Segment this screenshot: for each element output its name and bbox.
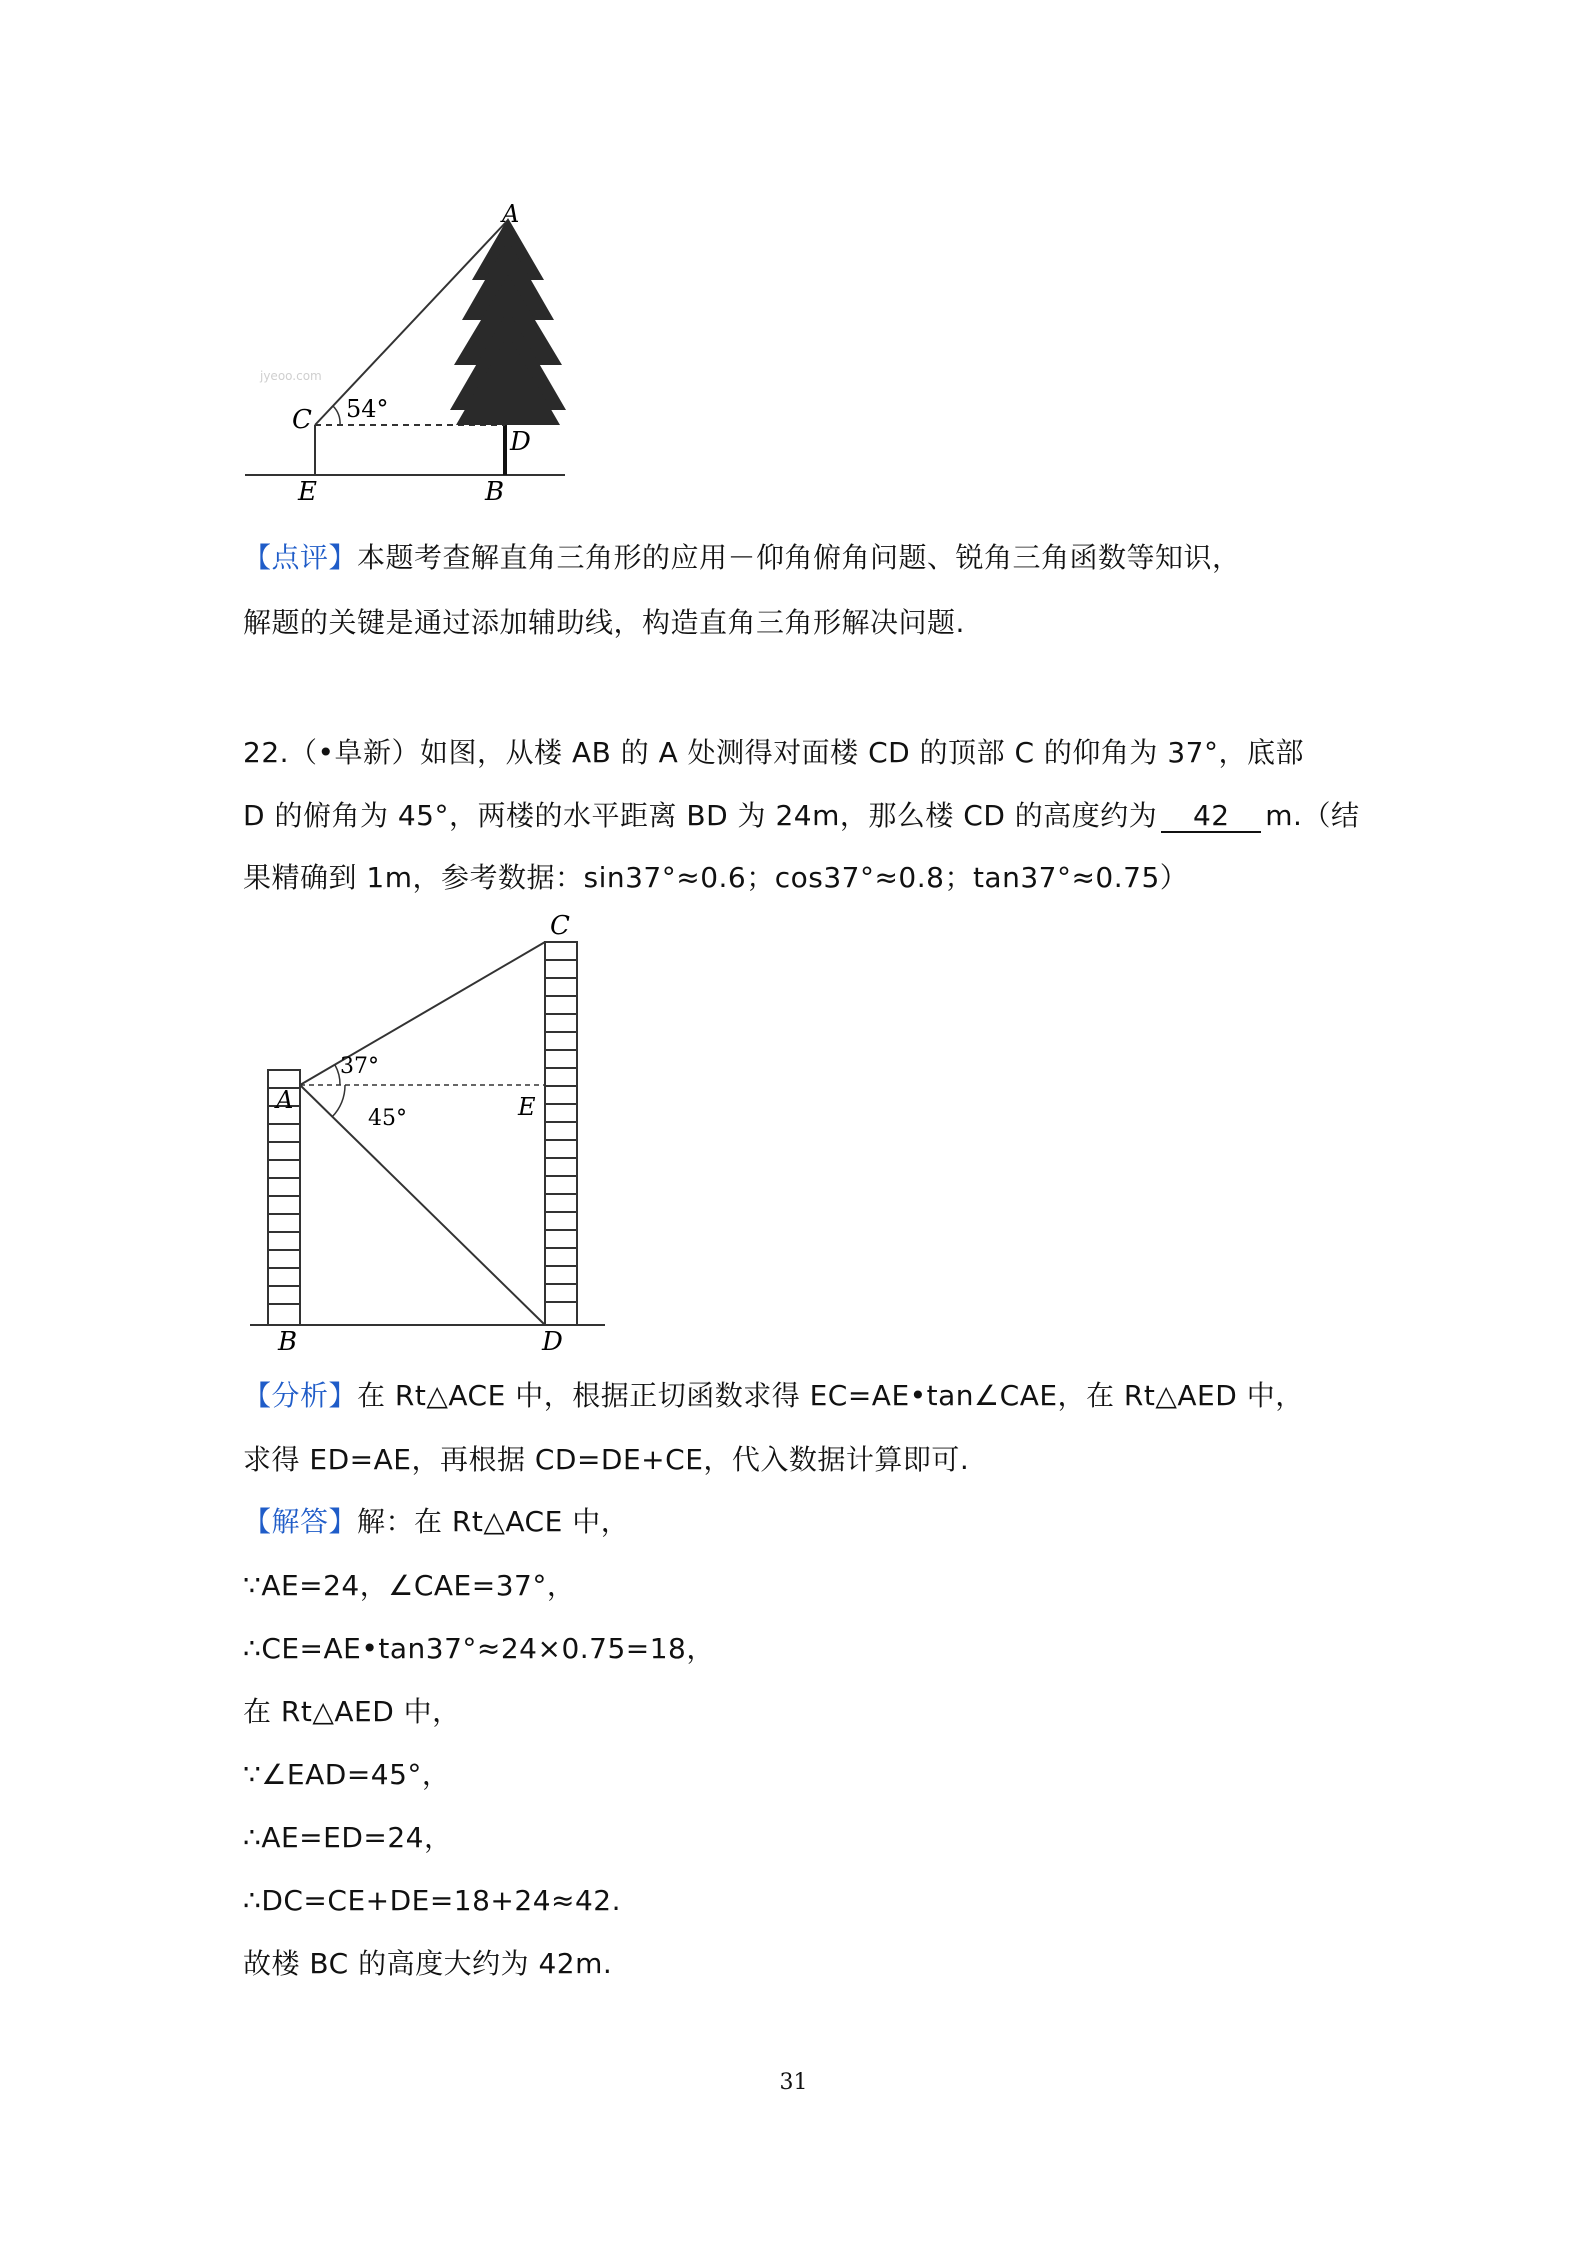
label-c2: C: [550, 911, 570, 941]
buildings-figure: [240, 910, 620, 1360]
tree-elevation-figure: [240, 200, 580, 510]
problem-line-1: 22.（•阜新）如图，从楼 AB 的 A 处测得对面楼 CD 的顶部 C 的仰角为 37°，底部: [243, 736, 1304, 769]
label-d: D: [510, 427, 531, 457]
solution-line-5: ∵∠EAD=45°，: [243, 1758, 451, 1791]
angle-37-label: 37°: [340, 1054, 379, 1079]
solution-line-8: 故楼 BC 的高度大约为 42m.: [243, 1947, 613, 1980]
problem-line-2: D 的俯角为 45°，两楼的水平距离 BD 为 24m，那么楼 CD 的高度约为 42 m.（结: [243, 799, 1360, 832]
label-a: A: [502, 200, 520, 228]
watermark: jyeoo.com: [260, 369, 322, 383]
angle-45-label: 45°: [368, 1106, 407, 1131]
solution-line-4: 在 Rt△AED 中，: [243, 1695, 461, 1728]
analysis-tag: 【分析】: [243, 1379, 358, 1412]
comment-tag: 【点评】: [243, 541, 358, 574]
page-number: 31: [779, 2070, 808, 2095]
comment-line-1: 【点评】本题考查解直角三角形的应用－仰角俯角问题、锐角三角函数等知识，: [243, 541, 1241, 574]
solution-line-6: ∴AE=ED=24，: [243, 1821, 453, 1854]
tree-icon: [450, 218, 566, 425]
solution-line-2: ∵AE=24，∠CAE=37°，: [243, 1569, 576, 1602]
label-c: C: [292, 405, 312, 435]
label-b: B: [485, 477, 505, 507]
label-e: E: [298, 477, 317, 507]
solution-tag: 【解答】: [243, 1505, 358, 1538]
solution-line-1: 【解答】解：在 Rt△ACE 中，: [243, 1505, 630, 1538]
analysis-line-1: 【分析】在 Rt△ACE 中，根据正切函数求得 EC=AE•tan∠CAE，在 Rt△AED 中，: [243, 1379, 1304, 1412]
answer-blank: 42: [1161, 801, 1261, 833]
angle-label: 54°: [346, 395, 389, 423]
label-b2: B: [278, 1327, 298, 1357]
solution-line-7: ∴DC=CE+DE=18+24≈42.: [243, 1884, 622, 1917]
label-e2: E: [518, 1093, 536, 1121]
analysis-line-2: 求得 ED=AE，再根据 CD=DE+CE，代入数据计算即可.: [243, 1443, 970, 1476]
label-d2: D: [542, 1327, 563, 1357]
building-cd: [545, 942, 577, 1325]
label-a2: A: [276, 1086, 294, 1114]
comment-line-2: 解题的关键是通过添加辅助线，构造直角三角形解决问题.: [243, 606, 965, 639]
solution-line-3: ∴CE=AE•tan37°≈24×0.75=18，: [243, 1632, 715, 1665]
problem-line-3: 果精确到 1m，参考数据：sin37°≈0.6；cos37°≈0.8；tan37°≈0.75）: [243, 861, 1189, 894]
